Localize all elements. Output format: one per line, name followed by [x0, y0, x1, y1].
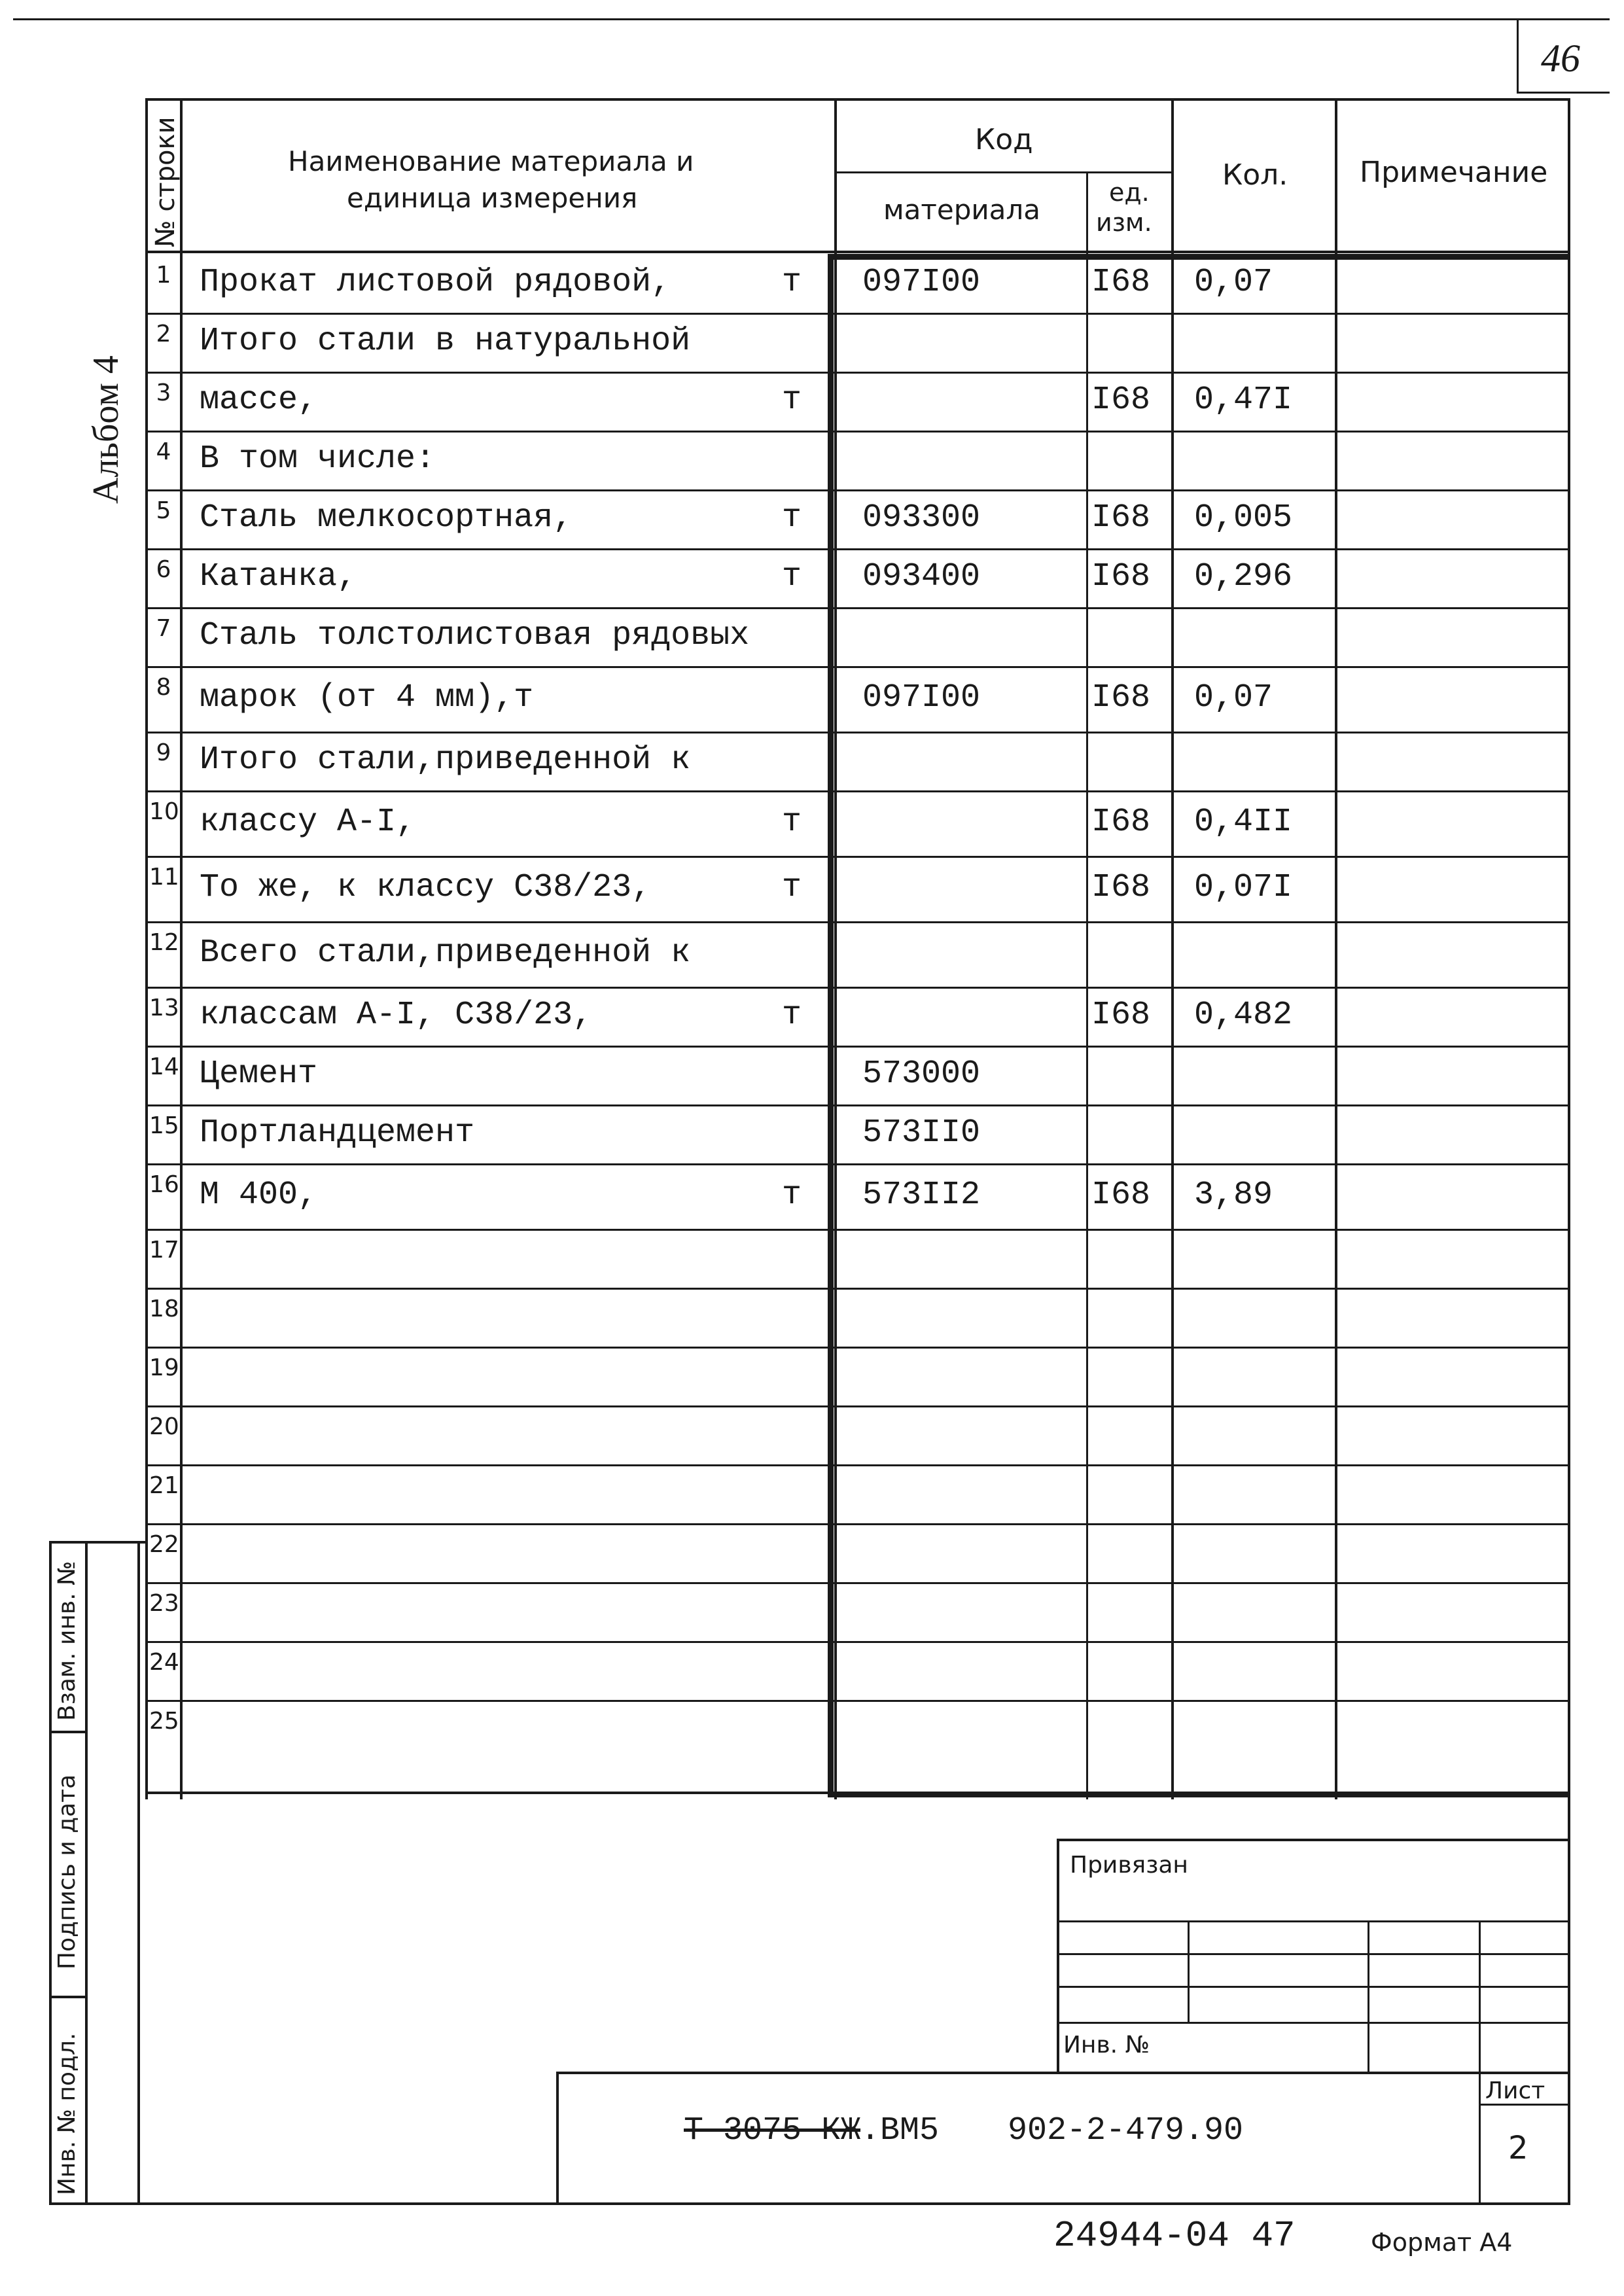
stamp-vzam: Взам. инв. № [54, 1561, 80, 1721]
row-number: 19 [149, 1354, 179, 1381]
row-number: 2 [156, 321, 171, 347]
row-unit: I68 [1091, 1176, 1151, 1214]
header-unit-line2: изм. [1096, 208, 1152, 237]
header-row-no: № строки [150, 116, 181, 247]
row-unit: I68 [1091, 679, 1151, 716]
row-name: Цемент [200, 1055, 318, 1093]
row-unit-letter: т [782, 869, 802, 906]
row-name: Всего стали,приведенной к [200, 934, 691, 972]
row-number: 5 [156, 497, 171, 524]
row-code: 097I00 [862, 679, 981, 716]
row-qty: 0,296 [1194, 558, 1293, 595]
row-number: 14 [149, 1053, 179, 1080]
inv-no-label: Инв. № [1063, 2032, 1150, 2058]
row-qty: 0,07I [1194, 869, 1293, 906]
row-name: Итого стали в натуральной [200, 323, 691, 360]
row-qty: 0,4II [1194, 804, 1293, 841]
row-code: 573000 [862, 1055, 981, 1093]
header-name-line2: единица измерения [347, 182, 638, 214]
row-qty: 0,07 [1194, 679, 1273, 716]
header-qty: Кол. [1222, 158, 1288, 192]
header-material: материала [883, 194, 1041, 226]
row-number: 6 [156, 556, 171, 583]
row-name: Прокат листовой рядовой, [200, 264, 671, 301]
doc-old-code: Т 3075 КЖ [684, 2112, 861, 2149]
row-unit: I68 [1091, 499, 1151, 537]
row-name: Сталь мелкосортная, [200, 499, 573, 537]
row-number: 12 [149, 929, 179, 956]
header-unit-line1: ед. [1109, 178, 1150, 207]
row-unit-letter: т [782, 1176, 802, 1214]
row-qty: 3,89 [1194, 1176, 1273, 1214]
row-name: марок (от 4 мм),т [200, 679, 534, 716]
row-unit: I68 [1091, 997, 1151, 1034]
list-label: Лист [1485, 2077, 1545, 2104]
list-value: 2 [1508, 2130, 1528, 2166]
stamp-number: 24944-04 47 [1053, 2215, 1296, 2257]
header-name-line1: Наименование материала и [288, 145, 694, 177]
row-name: массе, [200, 381, 318, 419]
row-name: В том числе: [200, 440, 436, 478]
row-number: 25 [149, 1708, 179, 1735]
row-unit-letter: т [782, 499, 802, 537]
row-unit-letter: т [782, 804, 802, 841]
doc-number: 902-2-479.90 [1008, 2112, 1244, 2149]
row-qty: 0,005 [1194, 499, 1293, 537]
row-unit-letter: т [782, 558, 802, 595]
row-number: 18 [149, 1296, 179, 1322]
row-qty: 0,07 [1194, 264, 1273, 301]
row-unit: I68 [1091, 804, 1151, 841]
row-name: М 400, [200, 1176, 318, 1214]
row-code: 573II2 [862, 1176, 981, 1214]
row-number: 17 [149, 1237, 179, 1263]
header-code: Код [975, 123, 1033, 156]
page-number: 46 [1541, 37, 1580, 80]
row-name: То же, к классу С38/23, [200, 869, 652, 906]
row-number: 8 [156, 674, 171, 701]
row-unit-letter: т [782, 997, 802, 1034]
row-unit: I68 [1091, 558, 1151, 595]
row-number: 1 [156, 262, 171, 289]
header-note: Примечание [1360, 156, 1548, 189]
row-qty: 0,482 [1194, 997, 1293, 1034]
row-name: Портландцемент [200, 1114, 475, 1152]
format-label: Формат А4 [1371, 2228, 1513, 2257]
row-number: 15 [149, 1112, 179, 1139]
row-name: классам А-I, С38/23, [200, 997, 593, 1034]
row-number: 20 [149, 1413, 179, 1440]
row-unit: I68 [1091, 869, 1151, 906]
row-qty: 0,47I [1194, 381, 1293, 419]
row-name: Катанка, [200, 558, 357, 595]
row-number: 24 [149, 1649, 179, 1676]
row-number: 9 [156, 739, 171, 766]
row-unit: I68 [1091, 264, 1151, 301]
row-number: 7 [156, 615, 171, 642]
row-number: 10 [149, 798, 179, 825]
stamp-inv-podl: Инв. № подл. [54, 2032, 80, 2195]
row-code: 093300 [862, 499, 981, 537]
row-number: 16 [149, 1171, 179, 1198]
privyazan-label: Привязан [1070, 1852, 1188, 1879]
row-name: Итого стали,приведенной к [200, 741, 691, 779]
row-name: классу А-I, [200, 804, 416, 841]
row-code: 097I00 [862, 264, 981, 301]
stamp-podpis: Подпись и дата [54, 1774, 80, 1969]
row-number: 3 [156, 380, 171, 406]
row-number: 23 [149, 1590, 179, 1617]
row-unit-letter: т [782, 381, 802, 419]
row-unit: I68 [1091, 381, 1151, 419]
row-number: 13 [149, 995, 179, 1021]
album-label: Альбом 4 [86, 355, 126, 504]
row-number: 22 [149, 1531, 179, 1558]
row-code: 093400 [862, 558, 981, 595]
row-number: 4 [156, 438, 171, 465]
row-name: Сталь толстолистовая рядовых [200, 617, 750, 654]
row-unit-letter: т [782, 264, 802, 301]
row-code: 573II0 [862, 1114, 981, 1152]
doc-suffix: .ВМ5 [860, 2112, 940, 2149]
row-number: 21 [149, 1472, 179, 1499]
row-number: 11 [149, 864, 179, 891]
